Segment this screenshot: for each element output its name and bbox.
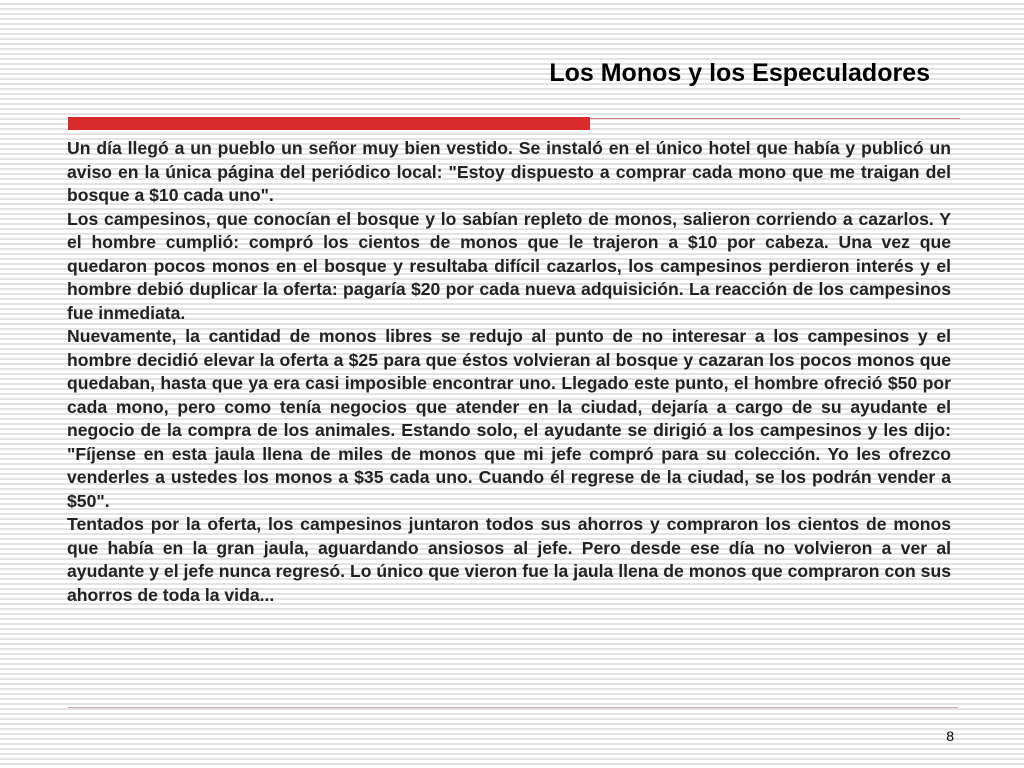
body-paragraph: Los campesinos, que conocían el bosque y lo sabían repleto de monos, salieron corriendo a cazarlos. Y el hombre cumplió: compró los cientos de monos que le trajeron a $10 por cabeza. Una vez que quedaron pocos monos en el bosque y resultaba difícil cazarlos, los campesinos perdieron interés y el hombre debió duplicar la oferta: pagaría $20 por cada nueva adquisición. La reacción de los campesinos fue inmediata. <box>67 208 951 323</box>
footer-divider <box>68 707 958 708</box>
body-paragraph: Tentados por la oferta, los campesinos juntaron todos sus ahorros y compraron los cientos de monos que había en la gran jaula, aguardando ansiosos al jefe. Pero desde ese día no volvieron a ver al ayudante y el jefe nunca regresó. Lo único que vieron fue la jaula llena de monos que compraron con sus ahorros de toda la vida... <box>67 514 951 605</box>
title-underline-red-bar <box>68 117 590 130</box>
slide-title: Los Monos y los Especuladores <box>549 59 930 87</box>
slide-body <box>67 137 951 607</box>
body-paragraph: Un día llegó a un pueblo un señor muy bien vestido. Se instaló en el único hotel que había y publicó un aviso en la única página del periódico local: "Estoy dispuesto a comprar cada mono que me traigan del bosque a $10 cada uno". <box>67 138 951 205</box>
page-number: 8 <box>946 728 954 744</box>
body-paragraph: Nuevamente, la cantidad de monos libres se redujo al punto de no interesar a los campesinos y el hombre decidió elevar la oferta a $25 para que éstos volvieran al bosque y cazaran los pocos monos que quedaban, hasta que ya era casi imposible encontrar uno. Llegado este punto, el hombre ofreció $50 por cada mono, pero como tenía negocios que atender en la ciudad, dejaría a cargo de su ayudante el negocio de la compra de los animales. Estando solo, el ayudante se dirigió a los campesinos y les dijo: "Fíjense en esta jaula llena de miles de monos que mi jefe compró para su colección. Yo les ofrezco venderles a ustedes los monos a $35 cada uno. Cuando él regrese de la ciudad, se los podrán vender a $50". <box>67 326 951 511</box>
title-underline-thin-line <box>590 118 960 119</box>
